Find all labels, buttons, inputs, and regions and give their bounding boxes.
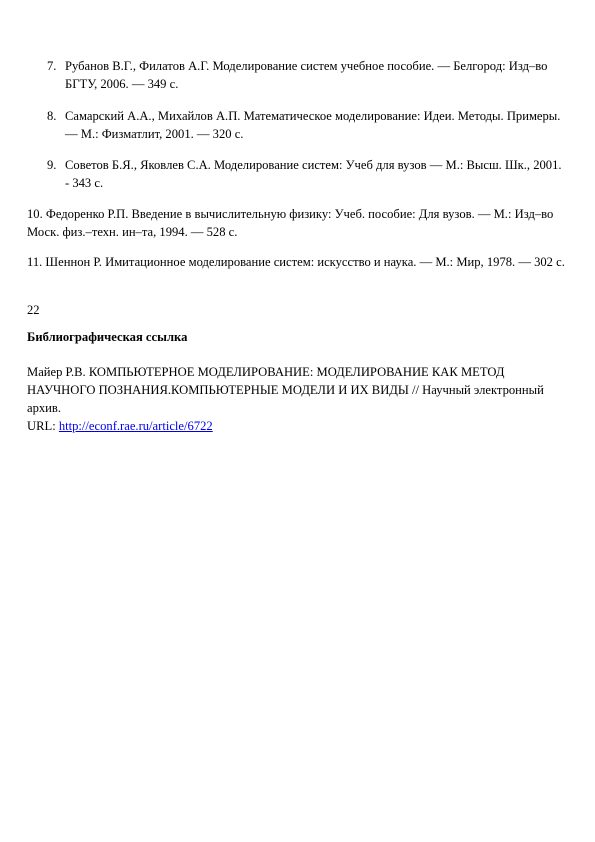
citation-block — [27, 363, 572, 435]
reference-text: Советов Б.Я., Яковлев С.А. Моделирование систем: Учеб для вузов — М.: Высш. Шк., 2001. - 343 с. — [65, 158, 562, 190]
citation-text: Майер Р.В. КОМПЬЮТЕРНОЕ МОДЕЛИРОВАНИЕ: МОДЕЛИРОВАНИЕ КАК МЕТОД НАУЧНОГО ПОЗНАНИЯ.КОМПЬЮТЕРНЫЕ МОДЕЛИ И ИХ ВИДЫ // Научный электронный архив. — [27, 365, 544, 415]
reference-item-10: 10. Федоренко Р.П. Введение в вычислительную физику: Учеб. пособие: Для вузов. — М.: Изд–во Моск. физ.–техн. ин–та, 1994. — 528 с. — [27, 207, 554, 239]
reference-item-7 — [47, 57, 567, 93]
citation-heading: Библиографическая ссылка — [27, 330, 188, 344]
url-label: URL: — [27, 419, 56, 433]
reference-item-8 — [47, 107, 567, 143]
reference-item-11: 11. Шеннон Р. Имитационное моделирование систем: искусство и наука. — М.: Мир, 1978. — 302 с. — [27, 255, 565, 269]
reference-number: 9. — [47, 158, 57, 172]
citation-link[interactable]: http://econf.rae.ru/article/6722 — [58, 419, 213, 433]
page-number: 22 — [27, 303, 40, 317]
reference-text: Рубанов В.Г., Филатов А.Г. Моделирование систем учебное пособие. — Белгород: Изд–во БГТУ, 2006. — 349 с. — [65, 59, 548, 91]
reference-item-9 — [47, 156, 567, 192]
reference-number: 8. — [47, 109, 57, 123]
reference-text: Самарский А.А., Михайлов А.П. Математическое моделирование: Идеи. Методы. Примеры. — М.: Физматлит, 2001. — 320 с. — [65, 109, 561, 141]
reference-number: 7. — [47, 59, 57, 73]
